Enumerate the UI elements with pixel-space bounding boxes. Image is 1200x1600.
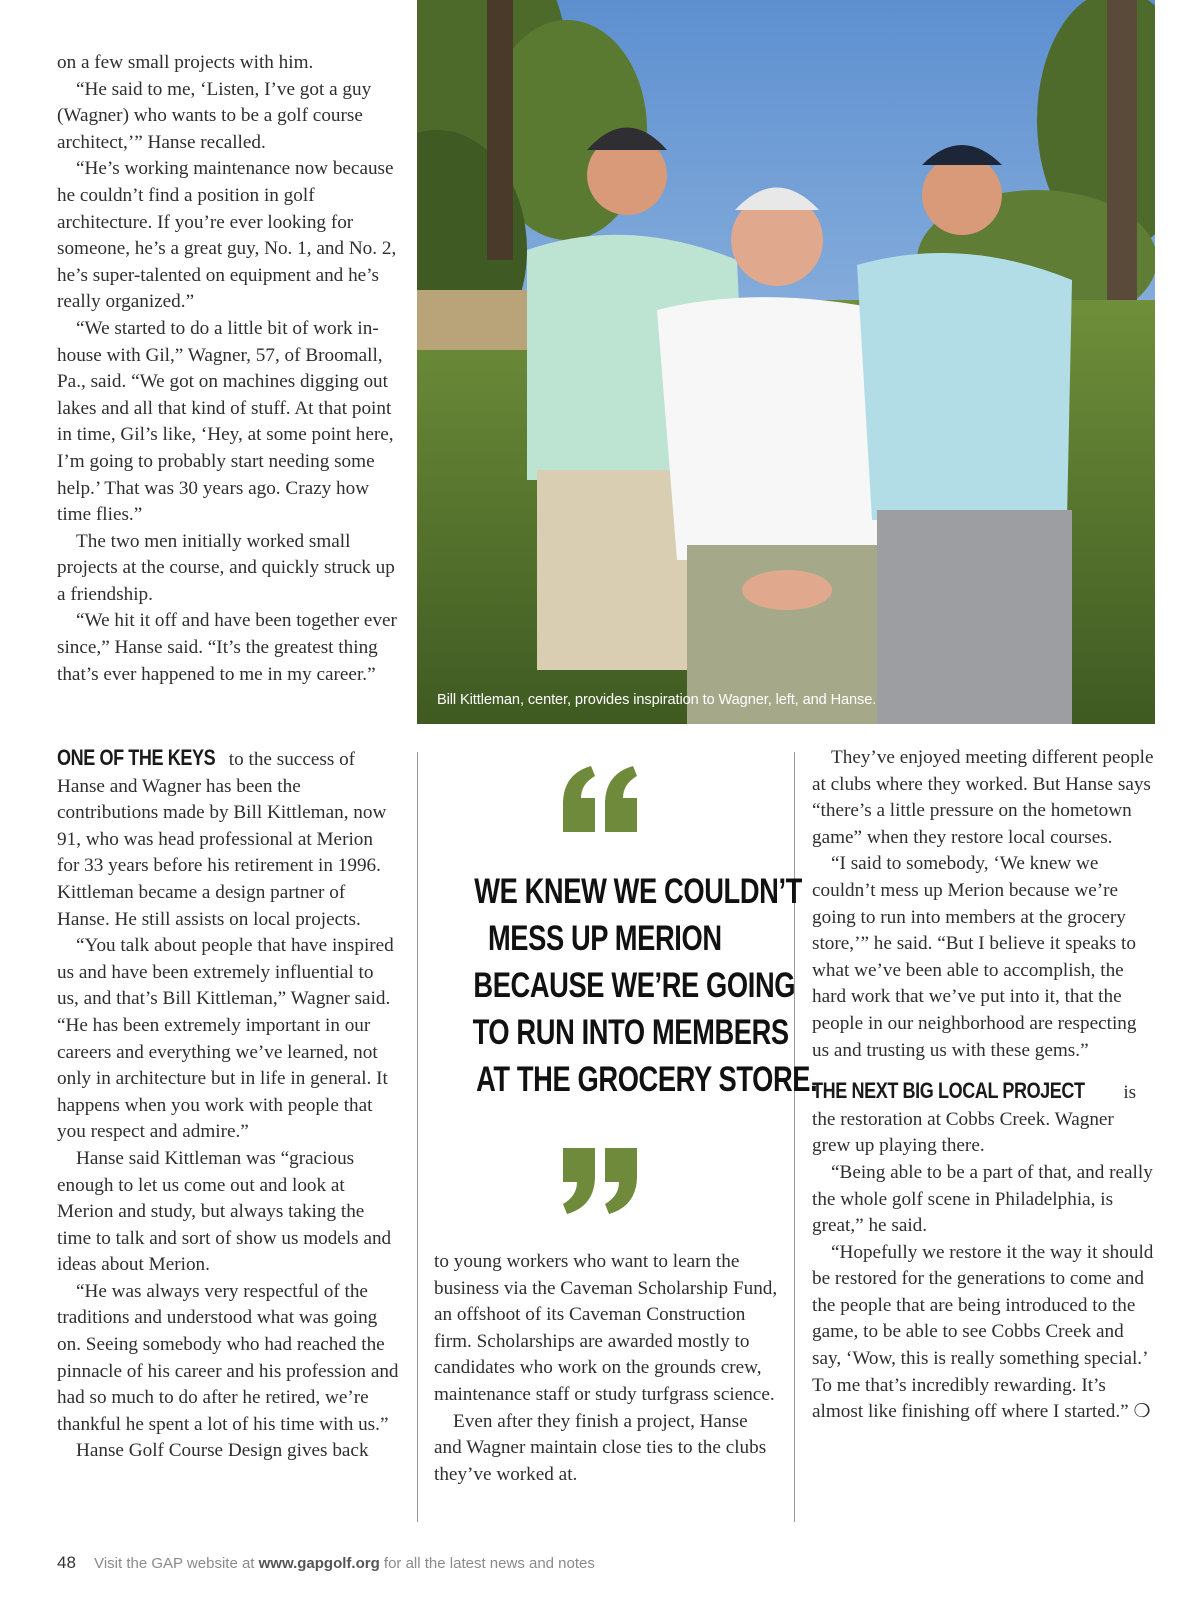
pull-quote [428, 868, 818, 1103]
pull-quote-line: TO RUN INTO MEMBERS [472, 1013, 789, 1052]
pull-quote-line: AT THE GROCERY STORE. [476, 1060, 818, 1099]
photo-illustration [417, 0, 1155, 724]
pull-quote-line: WE KNEW WE COULDN’T [474, 872, 802, 911]
paragraph: to young workers who want to learn the business via the Caveman Scholarship Fund, an offshoot of its Caveman Construction firm. Scholarships are awarded mostly to candidates who work on the grounds crew, maintenance staff or study turfgrass science. [434, 1251, 778, 1405]
section-lead-paragraph [57, 745, 399, 933]
section-lead: THE NEXT BIG LOCAL PROJECT [812, 1078, 1085, 1104]
paragraph: “He’s working maintenance now because he couldn’t find a position in golf architecture. If you’re ever looking for someone, he’s a great guy, No. 1, and No. 2, he’s super-talented on equipment and he’s really organized.” [57, 158, 397, 313]
section-lead-paragraph [812, 1078, 1155, 1160]
paragraph: “He was always very respectful of the traditions and understood what was going on. Seeing somebody who had reached the pinnacle of his career and his profession and had so much to do after he retired, we’re thankful he spent a lot of his time with us.” [57, 1280, 399, 1435]
column-2-bottom [434, 1249, 778, 1488]
close-quote-icon [561, 1148, 639, 1214]
page-footer [57, 1553, 595, 1573]
paragraph: “We started to do a little bit of work in-house with Gil,” Wagner, 57, of Broomall, Pa., said. “We got on machines digging out lakes and all that kind of stuff. At that point in time, Gil’s like, ‘Hey, at some point here, I’m going to probably start needing some help.’ That was 30 years ago. Crazy how time flies.” [57, 317, 394, 526]
open-quote-icon [561, 766, 639, 832]
website-link[interactable]: www.gapgolf.org [258, 1555, 380, 1572]
paragraph: on a few small projects with him. [57, 52, 314, 73]
paragraph: “Hopefully we restore it the way it should be restored for the generations to come and the people that are being introduced to the game, to be able to see Cobbs Creek and say, ‘Wow, this is really something special.’ To me that’s incredibly rewarding. It’s almost like finishing off where I started.” ❍ [812, 1241, 1154, 1423]
paragraph: “You talk about people that have inspired us and have been extremely influential to us, and that’s Bill Kittleman,” Wagner said. “He has been extremely important in our careers and everything we’ve learned, not only in architecture but in life in general. It happens when you work with people that you respect and admire.” [57, 935, 394, 1143]
paragraph: “We hit it off and have been together ever since,” Hanse said. “It’s the greatest thing that’s ever happened to me in my career.” [57, 610, 397, 685]
footer-text: for all the latest news and notes [383, 1555, 595, 1572]
page-number: 48 [57, 1553, 76, 1572]
paragraph: The two men initially worked small projects at the course, and quickly struck up a friendship. [57, 530, 395, 605]
pull-quote-line: BECAUSE WE’RE GOING [473, 966, 796, 1005]
paragraph-text: is the restoration at Cobbs Creek. Wagner grew up playing there. [812, 1082, 1137, 1157]
paragraph-text: to the success of Hanse and Wagner has been the contributions made by Bill Kittleman, now 91, who was head professional at Merion for 33 years before his retirement in 1996. Kittleman became a design partner of Hanse. He still assists on local projects. [57, 749, 387, 930]
column-1-bottom [57, 745, 399, 1465]
paragraph: Even after they finish a project, Hanse and Wagner maintain close ties to the clubs they’ve worked at. [434, 1410, 767, 1485]
footer-text: Visit the GAP website at [94, 1555, 255, 1572]
column-divider [417, 752, 418, 1522]
paragraph: “I said to somebody, ‘We knew we couldn’t mess up Merion because we’re going to run into members at the grocery store,’” he said. “But I believe it speaks to what we’ve been able to accomplish, the hard work that we’ve put into it, that the people in our neighborhood are respecting us and trusting us with these gems.” [812, 853, 1137, 1061]
paragraph: They’ve enjoyed meeting different people at clubs where they worked. But Hanse says “there’s a little pressure on the hometown game” when they restore local courses. [812, 747, 1154, 848]
paragraph: Hanse Golf Course Design gives back [76, 1440, 369, 1462]
column-3 [812, 745, 1155, 1426]
paragraph: “He said to me, ‘Listen, I’ve got a guy (Wagner) who wants to be a golf course architect,’” Hanse recalled. [57, 78, 372, 153]
section-lead: ONE OF THE KEYS [57, 745, 216, 770]
paragraph: “Being able to be a part of that, and really the whole golf scene in Philadelphia, is great,” he said. [812, 1161, 1153, 1237]
column-1-top [57, 50, 399, 688]
pull-quote-line: MESS UP MERION [488, 919, 722, 958]
paragraph: Hanse said Kittleman was “gracious enough to let us come out and look at Merion and study, but always taking the time to talk and sort of show us models and ideas about Merion. [57, 1147, 392, 1276]
feature-photo [417, 0, 1155, 724]
photo-caption: Bill Kittleman, center, provides inspiration to Wagner, left, and Hanse. [437, 692, 877, 708]
